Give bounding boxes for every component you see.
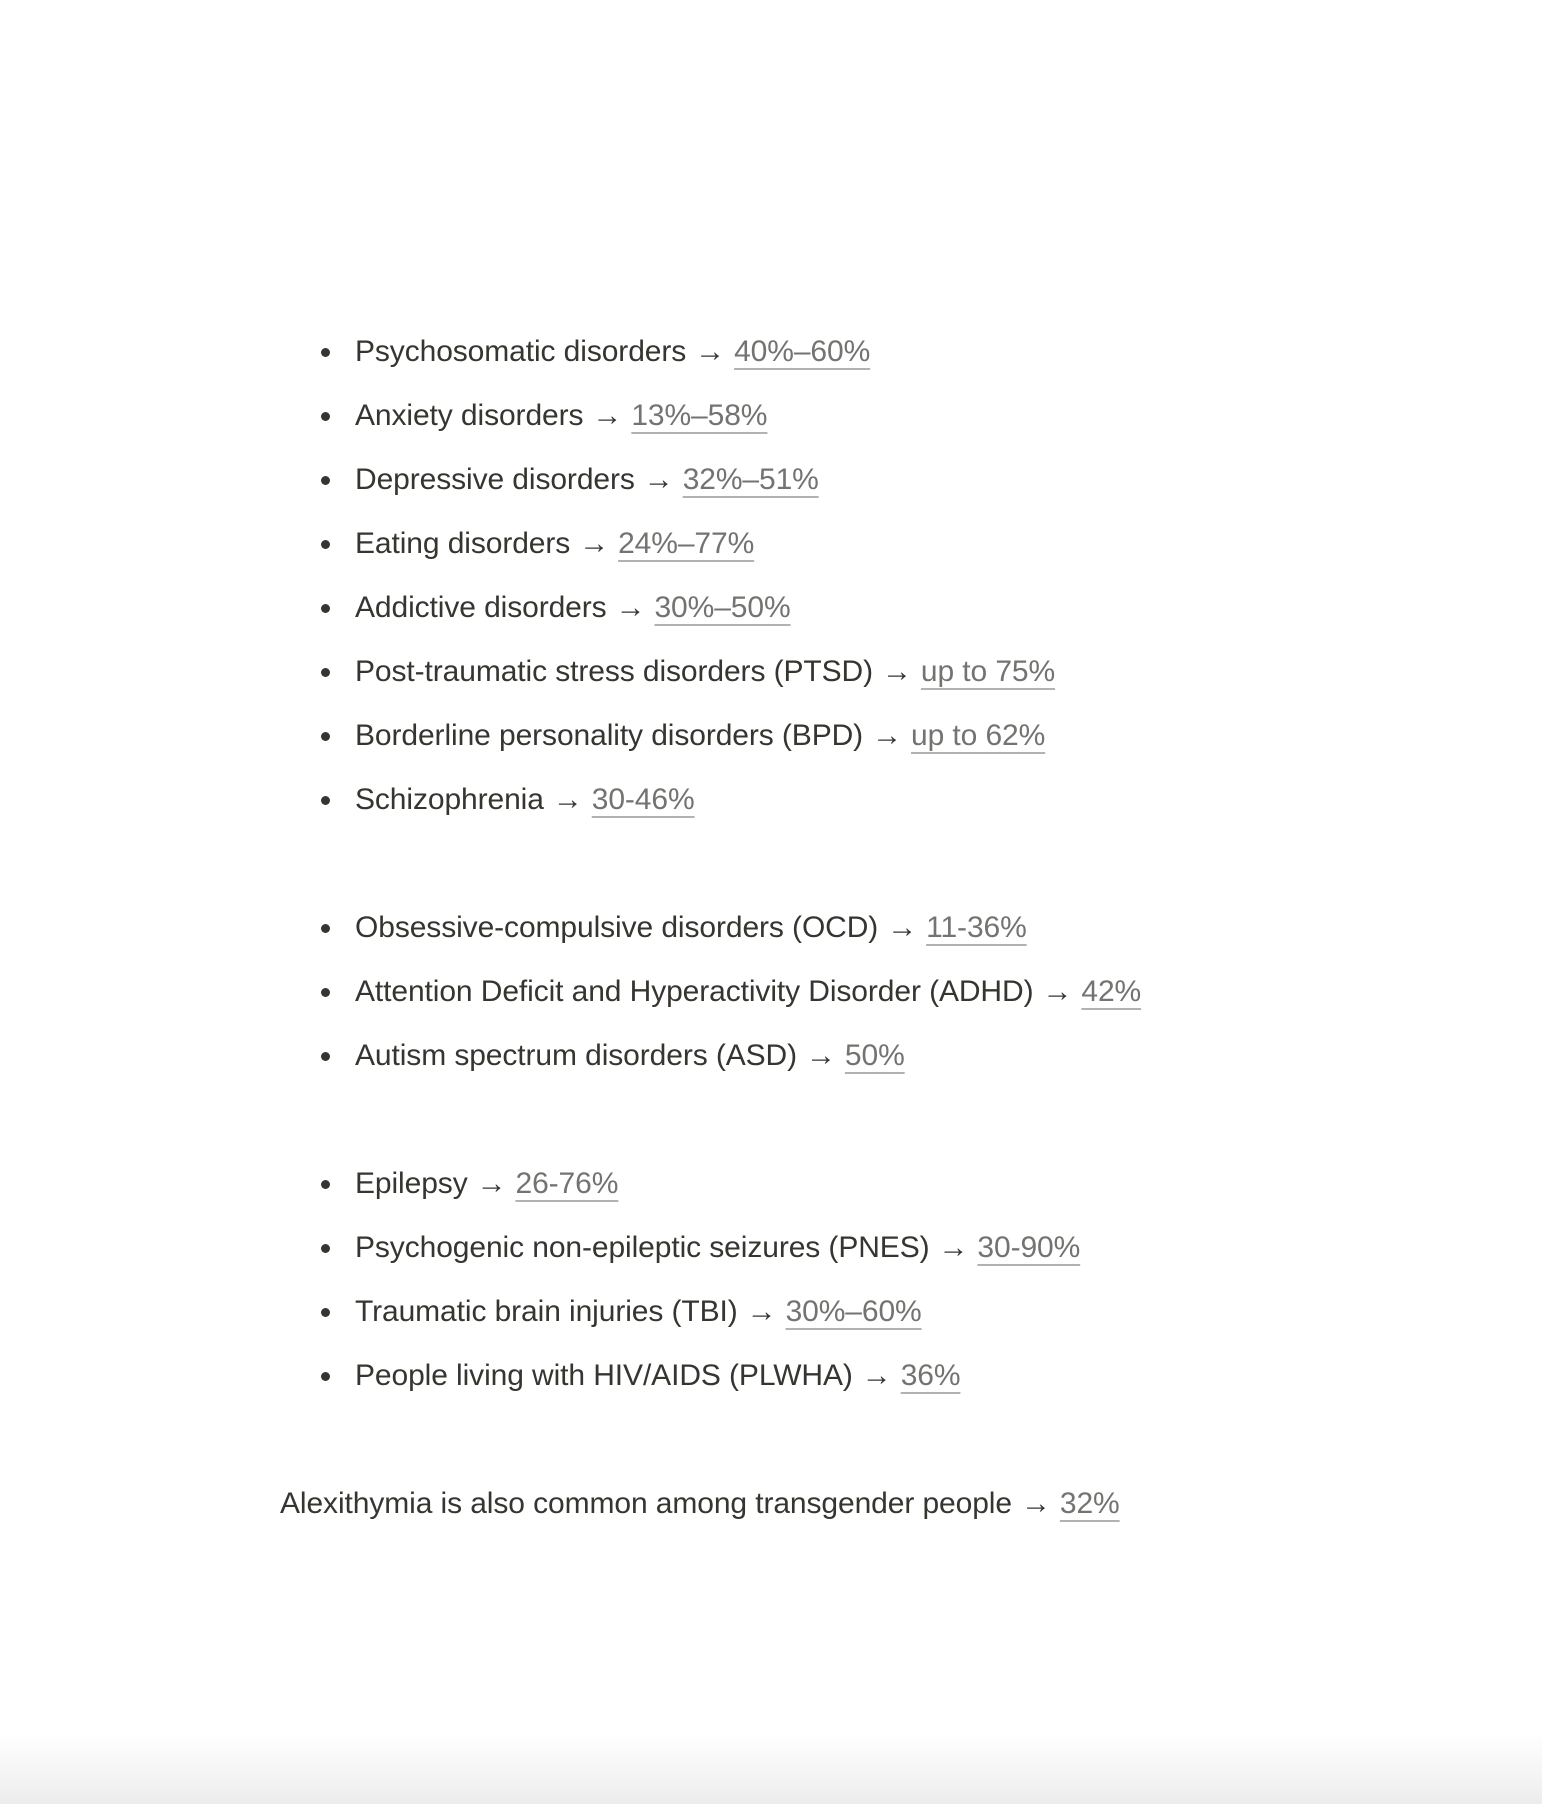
bullet-icon (312, 988, 355, 997)
arrow-icon: → (806, 1039, 836, 1072)
list-item (0, 320, 1542, 384)
disorder-label: Post-traumatic stress disorders (PTSD) (355, 655, 873, 688)
arrow-icon: → (872, 719, 902, 752)
bullet-icon (312, 732, 355, 741)
bullet-icon (312, 924, 355, 933)
bullet-icon (312, 604, 355, 613)
prevalence-link[interactable]: 13%–58% (631, 399, 768, 432)
arrow-icon: → (592, 399, 623, 432)
disorder-label: Anxiety disorders (355, 399, 584, 432)
prevalence-link[interactable]: 30%–60% (785, 1295, 922, 1328)
prevalence-link[interactable]: up to 62% (910, 719, 1046, 752)
prevalence-link[interactable]: up to 75% (920, 655, 1056, 688)
list-group (0, 320, 1542, 832)
arrow-icon: → (695, 335, 726, 368)
bullet-icon (312, 1052, 355, 1061)
disorder-label: Attention Deficit and Hyperactivity Disorder (ADHD) (355, 975, 1034, 1008)
list-item (0, 640, 1542, 704)
prevalence-link[interactable]: 30-46% (591, 783, 695, 816)
arrow-icon: → (1042, 975, 1073, 1008)
bullet-icon (312, 668, 355, 677)
disorder-label: Autism spectrum disorders (ASD) (355, 1039, 798, 1072)
bullet-icon (312, 348, 355, 357)
bullet-icon (312, 1308, 355, 1317)
bullet-icon (312, 412, 355, 421)
blank-line (0, 1088, 1542, 1152)
prevalence-link[interactable]: 42% (1081, 975, 1142, 1008)
blank-line (0, 832, 1542, 896)
blank-line (0, 1408, 1542, 1472)
arrow-icon: → (746, 1295, 777, 1328)
prevalence-link[interactable]: 11-36% (926, 911, 1027, 944)
prevalence-link[interactable]: 36% (900, 1359, 961, 1392)
list-item (0, 768, 1542, 832)
bullet-icon (312, 1372, 355, 1381)
bullet-icon (312, 796, 355, 805)
list-item (0, 704, 1542, 768)
prevalence-link[interactable]: 26-76% (515, 1167, 619, 1200)
list-group (0, 1152, 1542, 1408)
disorder-label: Epilepsy (355, 1167, 468, 1200)
disorder-label: Obsessive-compulsive disorders (OCD) (355, 911, 879, 944)
prevalence-link[interactable]: 30%–50% (654, 591, 791, 624)
disorder-label: Psychogenic non-epileptic seizures (PNES) (355, 1231, 930, 1264)
list-item (0, 960, 1542, 1024)
list-item (0, 1344, 1542, 1408)
paragraph-text: Alexithymia is also common among transgender people (280, 1487, 1012, 1520)
list-item (0, 448, 1542, 512)
arrow-icon: → (887, 911, 918, 944)
list-item (0, 1280, 1542, 1344)
prevalence-link[interactable]: 50% (844, 1039, 905, 1072)
disorder-label: Psychosomatic disorders (355, 335, 687, 368)
prevalence-link[interactable]: 32% (1059, 1487, 1120, 1520)
list-item (0, 1216, 1542, 1280)
arrow-icon: → (615, 591, 646, 624)
bullet-icon (312, 1244, 355, 1253)
list-item (0, 896, 1542, 960)
prevalence-link[interactable]: 24%–77% (618, 527, 755, 560)
bullet-icon (312, 540, 355, 549)
list-item (0, 1152, 1542, 1216)
arrow-icon: → (643, 463, 674, 496)
arrow-icon: → (476, 1167, 507, 1200)
list-item (0, 576, 1542, 640)
list-group (0, 896, 1542, 1088)
bullet-icon (312, 1180, 355, 1189)
arrow-icon: → (938, 1231, 969, 1264)
disorder-label: People living with HIV/AIDS (PLWHA) (355, 1359, 853, 1392)
bottom-fade (0, 1732, 1542, 1804)
arrow-icon: → (881, 655, 912, 688)
list-item (0, 384, 1542, 448)
arrow-icon: → (1020, 1487, 1051, 1520)
prevalence-link[interactable]: 40%–60% (734, 335, 871, 368)
document-body (0, 320, 1542, 1536)
arrow-icon: → (861, 1359, 892, 1392)
bullet-icon (312, 476, 355, 485)
prevalence-link[interactable]: 32%–51% (682, 463, 819, 496)
closing-paragraph (0, 1472, 1542, 1536)
disorder-label: Depressive disorders (355, 463, 635, 496)
disorder-label: Borderline personality disorders (BPD) (355, 719, 864, 752)
disorder-label: Addictive disorders (355, 591, 607, 624)
arrow-icon: → (552, 783, 583, 816)
list-item (0, 512, 1542, 576)
disorder-label: Eating disorders (355, 527, 571, 560)
list-item (0, 1024, 1542, 1088)
arrow-icon: → (579, 527, 610, 560)
disorder-label: Traumatic brain injuries (TBI) (355, 1295, 738, 1328)
prevalence-link[interactable]: 30-90% (977, 1231, 1081, 1264)
disorder-label: Schizophrenia (355, 783, 544, 816)
